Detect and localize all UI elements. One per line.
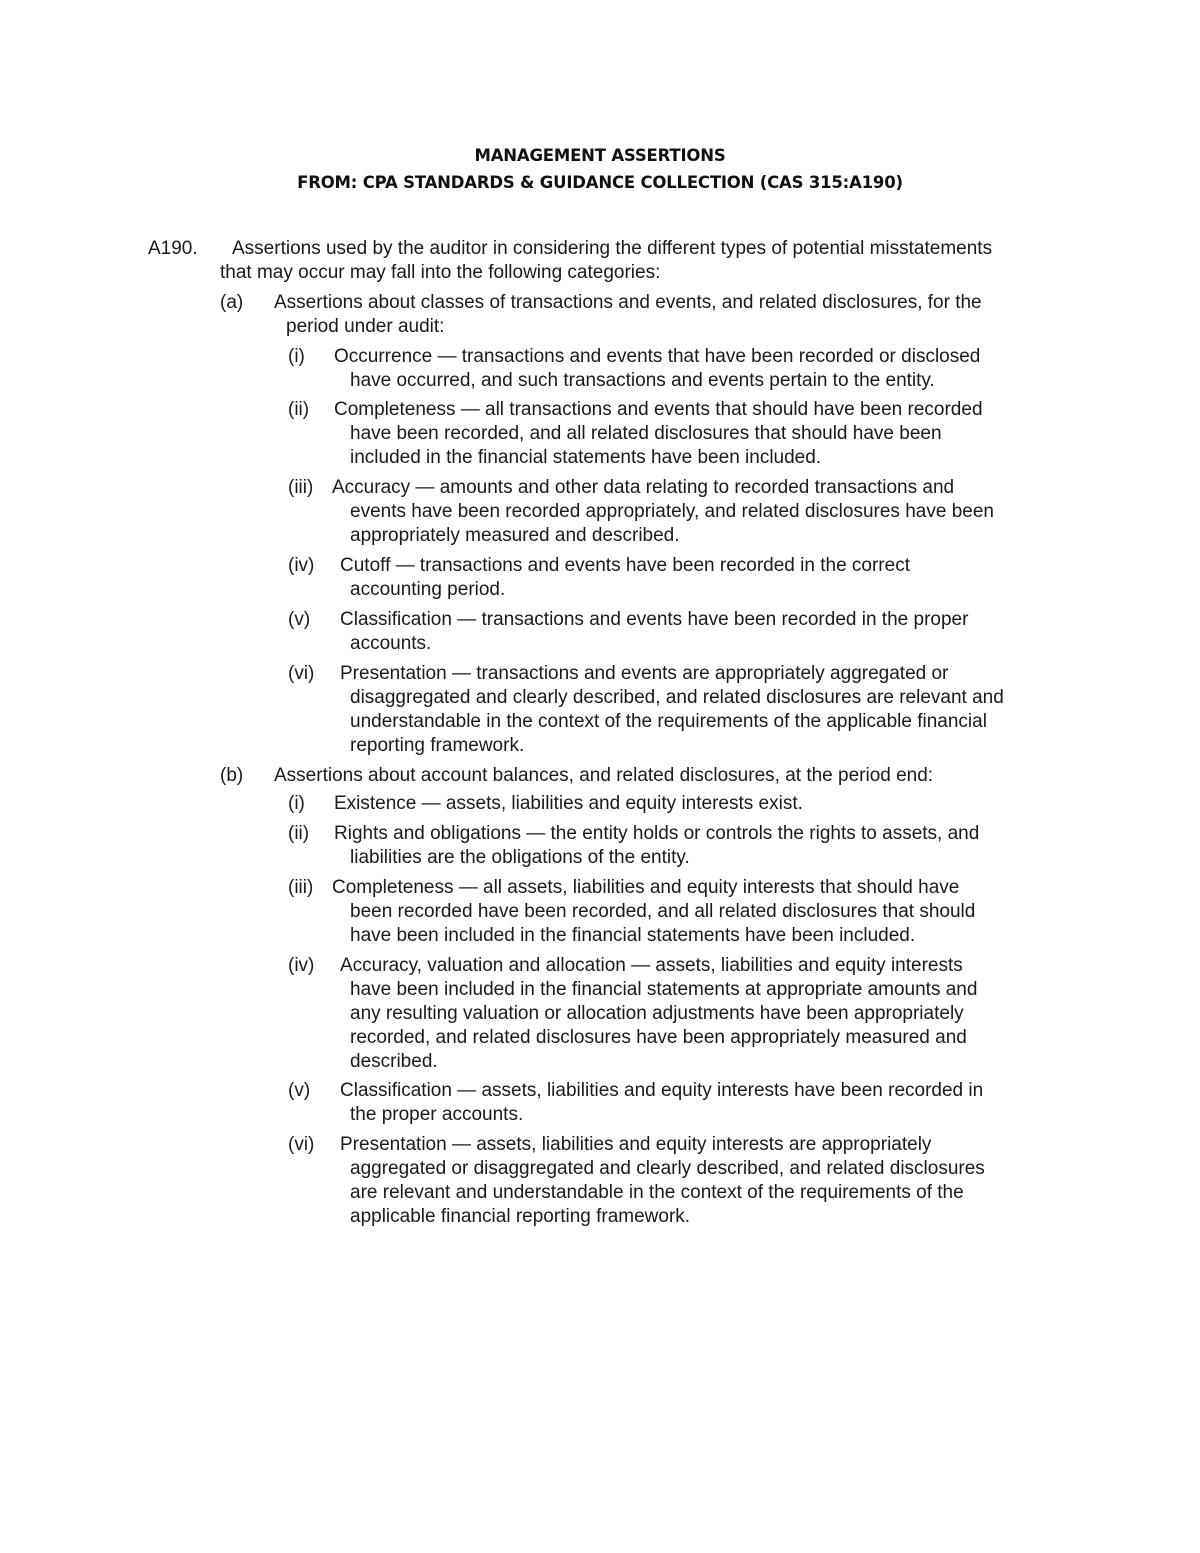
item-line: included in the financial statements have been included. <box>350 447 822 468</box>
item-label: (ii) <box>288 399 310 420</box>
item-label: (v) <box>288 1080 311 1101</box>
item-label: (i) <box>288 346 305 367</box>
paragraph-a190 <box>148 237 1078 285</box>
item-line: any resulting valuation or allocation adjustments have been appropriately <box>350 1003 964 1024</box>
section-a-line-1: Assertions about classes of transactions and events, and related disclosures, for the <box>274 292 982 313</box>
section-label: (a) <box>220 292 244 313</box>
item-line: described. <box>350 1051 438 1072</box>
item-line: disaggregated and clearly described, and related disclosures are relevant and <box>350 687 1004 708</box>
item-line: Existence — assets, liabilities and equity interests exist. <box>334 793 803 814</box>
section-label: (b) <box>220 765 244 786</box>
item-line: applicable financial reporting framework. <box>350 1206 691 1227</box>
section-a-item-4 <box>288 554 1068 602</box>
page-title: MANAGEMENT ASSERTIONS <box>474 146 726 165</box>
section-b-item-2 <box>288 822 1068 870</box>
item-line: been recorded have been recorded, and all related disclosures that should <box>350 901 976 922</box>
item-line: accounting period. <box>350 579 506 600</box>
item-line: recorded, and related disclosures have been appropriately measured and <box>350 1027 967 1048</box>
item-line: have been included in the financial statements at appropriate amounts and <box>350 979 978 1000</box>
section-a-item-1 <box>288 345 1068 393</box>
section-a <box>220 291 1080 339</box>
item-line: appropriately measured and described. <box>350 525 680 546</box>
item-label: (vi) <box>288 1134 315 1155</box>
item-line: Presentation — transactions and events are appropriately aggregated or <box>340 663 949 684</box>
item-line: Accuracy, valuation and allocation — assets, liabilities and equity interests <box>340 955 963 976</box>
item-label: (iii) <box>288 877 314 898</box>
paragraph-line-2: that may occur may fall into the following categories: <box>220 262 661 283</box>
item-line: Completeness — all assets, liabilities and equity interests that should have <box>332 877 960 898</box>
item-line: aggregated or disaggregated and clearly described, and related disclosures <box>350 1158 985 1179</box>
item-line: Accuracy — amounts and other data relating to recorded transactions and <box>332 477 955 498</box>
section-a-item-3 <box>288 476 1068 548</box>
item-line: Occurrence — transactions and events that have been recorded or disclosed <box>334 346 981 367</box>
item-line: liabilities are the obligations of the entity. <box>350 847 690 868</box>
paragraph-line-1: Assertions used by the auditor in considering the different types of potential misstatements <box>232 238 993 259</box>
section-b-item-5 <box>288 1079 1068 1127</box>
section-b-item-3 <box>288 876 1068 948</box>
item-label: (iii) <box>288 477 314 498</box>
item-line: are relevant and understandable in the context of the requirements of the <box>350 1182 964 1203</box>
paragraph-number: A190. <box>148 238 198 259</box>
section-a-item-2 <box>288 398 1068 470</box>
item-label: (v) <box>288 609 311 630</box>
section-a-item-6 <box>288 662 1068 758</box>
item-label: (i) <box>288 793 305 814</box>
item-label: (iv) <box>288 555 315 576</box>
item-line: events have been recorded appropriately, and related disclosures have been <box>350 501 994 522</box>
item-line: Classification — transactions and events have been recorded in the proper <box>340 609 969 630</box>
item-label: (iv) <box>288 955 315 976</box>
item-line: Rights and obligations — the entity holds or controls the rights to assets, and <box>334 823 980 844</box>
item-label: (vi) <box>288 663 315 684</box>
section-b-item-6 <box>288 1133 1068 1229</box>
section-b <box>220 764 1080 788</box>
item-line: Completeness — all transactions and events that should have been recorded <box>334 399 983 420</box>
item-line: reporting framework. <box>350 735 525 756</box>
section-b-item-4 <box>288 954 1068 1074</box>
item-line: have occurred, and such transactions and events pertain to the entity. <box>350 370 935 391</box>
section-a-item-5 <box>288 608 1068 656</box>
section-a-line-2: period under audit: <box>286 316 445 337</box>
item-line: have been included in the financial statements have been included. <box>350 925 916 946</box>
item-line: Presentation — assets, liabilities and equity interests are appropriately <box>340 1134 932 1155</box>
item-line: understandable in the context of the requirements of the applicable financial <box>350 711 987 732</box>
item-label: (ii) <box>288 823 310 844</box>
section-b-line-1: Assertions about account balances, and related disclosures, at the period end: <box>274 765 934 786</box>
item-line: the proper accounts. <box>350 1104 524 1125</box>
section-b-item-1 <box>288 792 1068 816</box>
page-subtitle: FROM: CPA STANDARDS & GUIDANCE COLLECTION (CAS 315:A190) <box>297 173 903 192</box>
item-line: Cutoff — transactions and events have been recorded in the correct <box>340 555 910 576</box>
item-line: have been recorded, and all related disclosures that should have been <box>350 423 942 444</box>
item-line: accounts. <box>350 633 432 654</box>
item-line: Classification — assets, liabilities and equity interests have been recorded in <box>340 1080 984 1101</box>
